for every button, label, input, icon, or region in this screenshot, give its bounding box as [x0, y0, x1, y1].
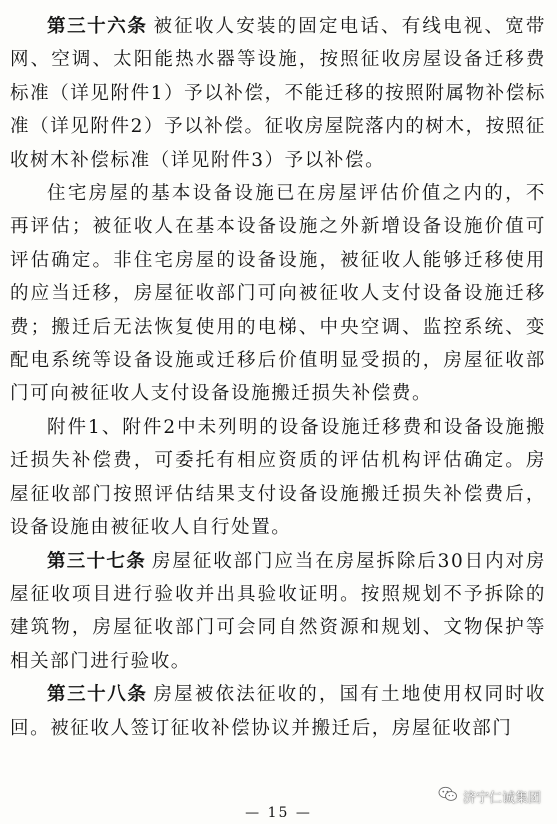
article-36-number: 第三十六条 — [47, 16, 148, 37]
article-37-number: 第三十七条 — [47, 550, 147, 572]
document-page — [10, 10, 546, 745]
wechat-icon — [438, 786, 458, 806]
article-38-number: 第三十八条 — [47, 684, 148, 706]
article-38-text: 房屋被依法征收的，国有土地使用权同时收回。被征收人签订征收补偿协议并搬迁后，房屋征收部门 — [10, 684, 546, 739]
attachment-paragraph — [10, 411, 546, 545]
article-37-text: 房屋征收部门应当在房屋拆除后30日内对房屋征收项目进行验收并出具验收证明。按照规划不予拆除的建筑物，房屋征收部门可会同自然资源和规划、文物保护等相关部门进行验收。 — [10, 550, 546, 672]
article-36-paragraph — [10, 10, 546, 177]
watermark — [438, 786, 541, 806]
article-37-paragraph — [10, 545, 546, 679]
watermark-text: 济宁仁诚集团 — [462, 790, 541, 806]
attachment-text: 附件1、附件2中未列明的设备设施迁移费和设备设施搬迁损失补偿费，可委托有相应资质的评估机构评估确定。房屋征收部门按照评估结果支付设备设施搬迁损失补偿费后，设备设施由被征收人自行处置。 — [10, 416, 546, 539]
article-36-text: 被征收人安装的固定电话、有线电视、宽带网、空调、太阳能热水器等设施，按照征收房屋设备迁移费标准（详见附件1）予以补偿，不能迁移的按照附属物补偿标准（详见附件2）予以补偿。征收房屋院落内的树木，按照征收树木补偿标准（详见附件3）予以补偿。 — [10, 16, 546, 171]
equipment-paragraph — [10, 177, 546, 411]
page-number: — 15 — — [245, 805, 312, 821]
page-footer — [0, 784, 557, 824]
article-38-paragraph — [10, 678, 546, 745]
equipment-text: 住宅房屋的基本设备设施已在房屋评估价值之内的，不再评估；被征收人在基本设备设施之外新增设备设施价值可评估确定。非住宅房屋的设备设施，被征收人能够迁移使用的应当迁移，房屋征收部门可向被征收人支付设备设施迁移费；搬迁后无法恢复使用的电梯、中央空调、监控系统、变配电系统等设备设施或迁移后价值明显受损的，房屋征收部门可向被征收人支付设备设施搬迁损失补偿费。 — [10, 183, 546, 405]
